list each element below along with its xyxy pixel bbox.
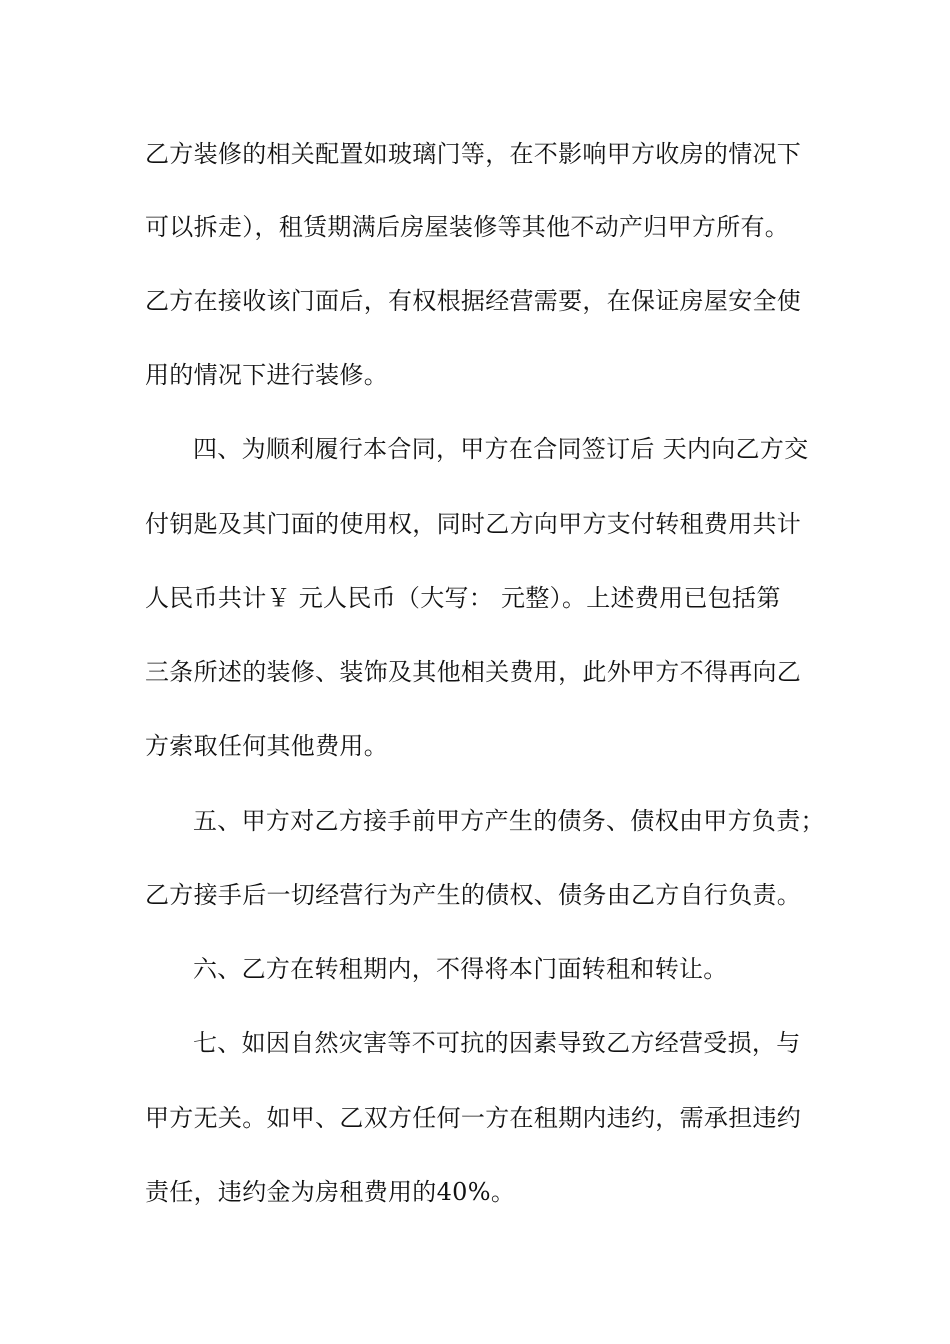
text-line: 人民币共计￥ 元人民币（大写： 元整）。上述费用已包括第	[145, 584, 781, 612]
clause-5-start: 五、甲方对乙方接手前甲方产生的债务、债权由甲方负责；	[193, 807, 825, 835]
clause-6: 六、乙方在转租期内，不得将本门面转租和转让。	[193, 955, 728, 983]
clause-4-start: 四、为顺利履行本合同，甲方在合同签订后 天内向乙方交	[193, 435, 809, 463]
clause-7-start: 七、如因自然灾害等不可抗的因素导致乙方经营受损，与	[193, 1029, 801, 1057]
text-line: 方索取任何其他费用。	[145, 732, 388, 760]
text-line: 甲方无关。如甲、乙双方任何一方在租期内违约，需承担违约	[145, 1104, 802, 1132]
text-line: 乙方装修的相关配置如玻璃门等，在不影响甲方收房的情况下	[145, 140, 802, 168]
text-line: 乙方在接收该门面后，有权根据经营需要，在保证房屋安全使	[145, 287, 802, 315]
text-line: 责任，违约金为房租费用的40%。	[145, 1178, 516, 1206]
text-line: 三条所述的装修、装饰及其他相关费用，此外甲方不得再向乙	[145, 658, 802, 686]
text-line: 乙方接手后一切经营行为产生的债权、债务由乙方自行负责。	[145, 881, 802, 909]
text-line: 付钥匙及其门面的使用权，同时乙方向甲方支付转租费用共计	[145, 510, 802, 538]
text-line: 用的情况下进行装修。	[145, 361, 388, 389]
text-line: 可以拆走），租赁期满后房屋装修等其他不动产归甲方所有。	[145, 213, 790, 241]
